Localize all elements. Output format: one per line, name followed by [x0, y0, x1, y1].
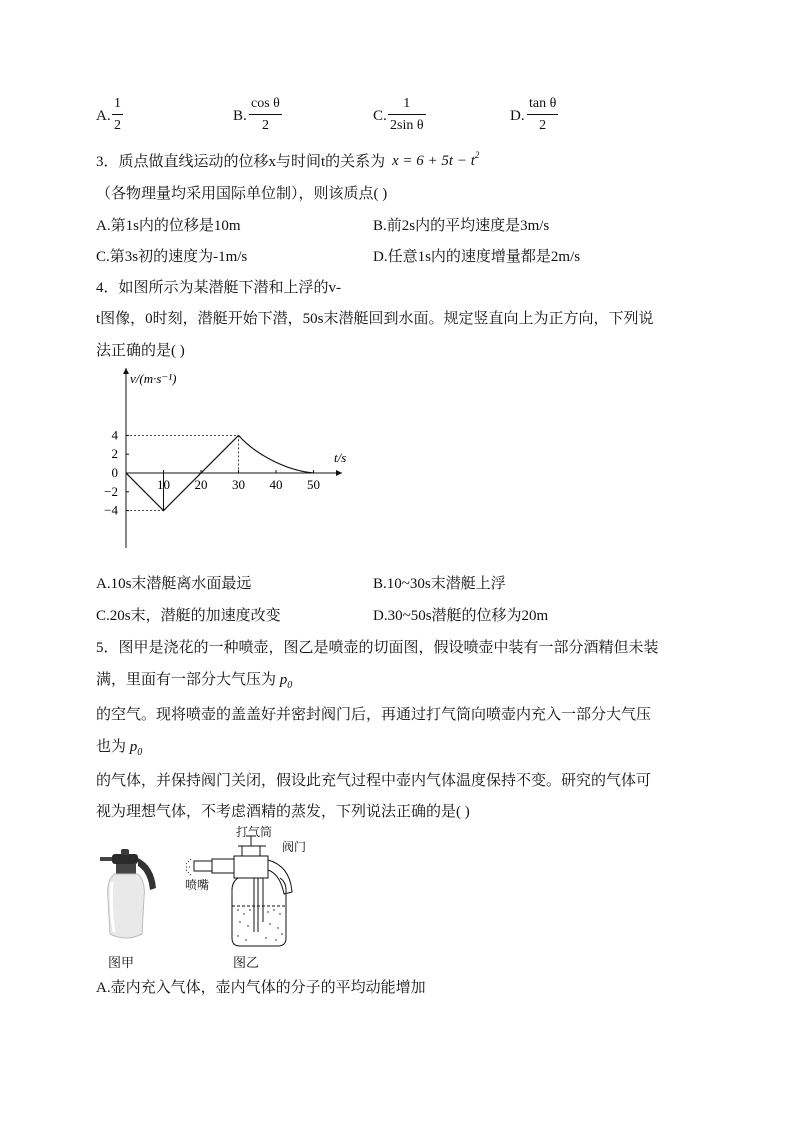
q4-option-b: B.10~30s末潜艇上浮 [373, 576, 506, 592]
q4-option-c: C.20s末，潜艇的加速度改变 [96, 608, 281, 624]
pump-label: 打气筒 [236, 825, 273, 839]
spray-bottle-photo [96, 846, 166, 946]
q4-stem-line2: t图像，0时刻，潜艇开始下潜，50s末潜艇回到水面。规定竖直向上为正方向，下列说 [96, 311, 654, 327]
q3-option-b: B.前2s内的平均速度是3m/s [373, 218, 550, 234]
q3-stem-line2: （各物理量均采用国际单位制），则该质点( ) [96, 186, 388, 202]
pressure-p0: $p_0$ [279, 672, 293, 691]
q2-option-c-fraction: 1 2sin θ [390, 96, 424, 133]
x-tick-label: 50 [307, 477, 320, 492]
vt-chart [100, 362, 360, 562]
q4-stem-line1: 4．如图所示为某潜艇下潜和上浮的v- [96, 280, 341, 296]
q2-option-a-fraction: 1 2 [114, 96, 121, 133]
x-tick-label: 20 [194, 477, 208, 492]
x-tick-label: 10 [157, 477, 170, 492]
q2-option-b-label: B. [233, 108, 247, 124]
q5-stem-line5: 的气体，并保持阀门关闭，假设此充气过程中壶内气体温度保持不变。研究的气体可 [96, 773, 652, 789]
q2-option-a-label: A. [96, 108, 111, 124]
q4-option-d: D.30~50s潜艇的位移为20m [373, 608, 549, 624]
q4-option-a: A.10s末潜艇离水面最远 [96, 576, 252, 592]
q2-option-d-fraction: tan θ 2 [529, 96, 557, 133]
valve-label: 阀门 [282, 840, 307, 854]
y-tick-label: 4 [111, 427, 118, 443]
pressure-p0-2: $p_0$ [129, 739, 143, 758]
q5-stem-line2: 满，里面有一部分大气压为 $p_0$ [96, 672, 293, 691]
q3-formula: $x = 6 + 5t - t^2$ [392, 150, 480, 169]
series-decay-curve [239, 435, 314, 473]
q5-option-a: A.壶内充入气体，壶内气体的分子的平均动能增加 [96, 980, 426, 996]
q2-option-c-label: C. [373, 108, 387, 124]
y-tick-label: −2 [104, 483, 118, 499]
x-axis-label: t/s [334, 450, 347, 465]
q5-stem-line3: 的空气。现将喷壶的盖盖好并密封阀门后，再通过打气筒向喷壶内充入一部分大气压 [96, 707, 652, 723]
x-tick-label: 40 [269, 477, 283, 492]
figure-b-caption: 图乙 [233, 955, 260, 970]
q2-option-d-label: D. [510, 108, 525, 124]
q5-stem-line6: 视为理想气体，不考虑酒精的蒸发，下列说法正确的是( ) [96, 804, 470, 820]
q4-stem-line3: 法正确的是( ) [96, 343, 185, 359]
q5-stem-line1: 5．图甲是浇花的一种喷壶，图乙是喷壶的切面图，假设喷壶中装有一部分酒精但未装 [96, 640, 659, 656]
q3-option-a: A.第1s内的位移是10m [96, 218, 241, 234]
y-tick-label: 0 [111, 465, 118, 480]
q3-option-c: C.第3s初的速度为-1m/s [96, 249, 248, 265]
nozzle-label: 喷嘴 [185, 878, 210, 892]
q3-stem-line1: 3．质点做直线运动的位移x与时间t的关系为 [96, 154, 386, 170]
y-tick-label: −4 [104, 502, 118, 518]
q5-stem-line4: 也为 $p_0$ [96, 739, 143, 758]
x-tick-label: 30 [232, 477, 245, 492]
figure-a-caption: 图甲 [108, 955, 135, 970]
q2-option-b-fraction: cos θ 2 [251, 96, 280, 133]
y-tick-label: 2 [111, 446, 118, 462]
q3-option-d: D.任意1s内的速度增量都是2m/s [373, 249, 581, 265]
y-axis-label: v/(m·s⁻¹) [130, 371, 177, 386]
